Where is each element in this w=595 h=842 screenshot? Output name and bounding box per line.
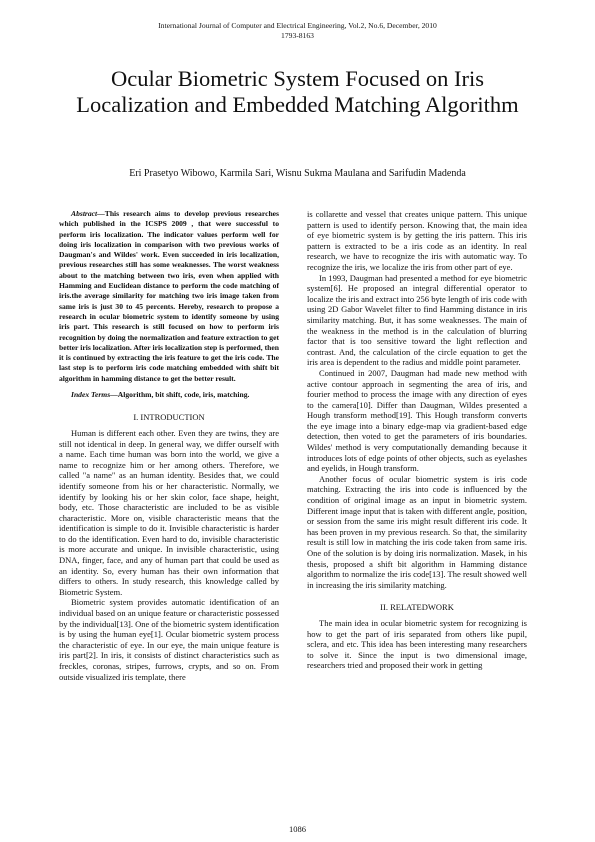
abstract-dash: — bbox=[97, 209, 105, 218]
section-first-letter: I bbox=[140, 412, 144, 423]
index-terms-text: Algorithm, bit shift, code, iris, matching. bbox=[117, 390, 250, 400]
left-column bbox=[59, 209, 279, 682]
body-paragraph: is collarette and vessel that creates unique pattern. This unique pattern is used to identify person. Knowing that, the main idea of eye biometric system is by getting the iris pattern. This iris pattern is extracted to be a iris code as an identity. In real research, we have to recognize the iris with automatic way. To recognize the iris, we localize the iris from other part of eye. bbox=[307, 209, 527, 272]
abstract-text: This research aims to develop previous researches which published in the ICSPS 2009 , that were successful to perform iris localization. The indicator values perform well for doing iris localization in comparison with two previous works of Daugman's and Wildes' work. Even succeeded in iris localization, previous researches still has some weaknesses. The worst weakness about to the matching between two iris, even when applied with Hamming and Euclidean distance to perform the code matching of iris.the average similarity for matching two iris image taken from same iris is just 30 to 45 percents. Hereby, research to propose a research in ocular biometric system to identify someone by using iris part. This research is still focused on how to perform iris recognition by doing the normalization and feature extraction to get better iris localization. After iris localization step is performed, then it is continued by extracting the iris feature to get the iris code. The last step is to perform iris code matching embedded with shift bit algorithm in hamming distance to get the better result. bbox=[59, 209, 279, 383]
journal-citation: International Journal of Computer and Electrical Engineering, Vol.2, No.6, December, 2010 bbox=[158, 21, 437, 30]
page-number: 1086 bbox=[289, 824, 306, 834]
section-heading-related-work bbox=[307, 602, 527, 613]
index-terms-dash: — bbox=[110, 390, 118, 400]
section-first-letter-2: W bbox=[427, 602, 436, 613]
author-list: Eri Prasetyo Wibowo, Karmila Sari, Wisnu Sukma Maulana and Sarifudin Madenda bbox=[129, 168, 466, 179]
body-paragraph: Another focus of ocular biometric system is iris code matching. Extracting the iris into code is influenced by the condition of original image as an input in biometric system. Different image input that is taken with different angle, position, or session from the same iris might result different iris code. It has been proven in my previous research. So that, the similarity result is still low in matching the iris code taken from same iris. One of the solution is by doing iris normalization. Masek, in his thesis, proposed a shift bit algorithm in Hamming distance algorithm to normalize the iris code[13]. The result showed well in increasing the iris similarity matching. bbox=[307, 473, 527, 590]
body-paragraph: Biometric system provides automatic identification of an individual based on an unique feature or characteristic possessed by the individual[13]. One of the biometric system identification is by using the human eye[1]. Ocular biometric system process the characteristic of eye. In our eye, the main unique feature is iris part[2]. In iris, it consists of distinct characteristics such as freckles, coronas, stripes, furrows, crypts, and so on. From outside visualized iris template, there bbox=[59, 597, 279, 682]
paper-title: Ocular Biometric System Focused on Iris Localization and Embedded Matching Algorithm bbox=[76, 66, 519, 117]
section-rest-2: ORK bbox=[435, 602, 454, 613]
section-first-letter: R bbox=[390, 602, 396, 613]
journal-issn: 1793-8163 bbox=[281, 31, 314, 40]
body-paragraph: Continued in 2007, Daugman had made new method with active contour approach in segmenting the area of iris, and fourier method to process the image with any direction of eyes to the camera[10]. Differ than Daugman, Wildes presented a Hough transform method[19]. This Hough transform converts the eye image into a binary edge-map via gradient-based edge detection, then voted to get the parameters of iris boundaries. Wildes' method is very computationally demanding because it introduces lots of edge points of other objects, such as eyelashes and eyelids, in Hough transform. bbox=[307, 367, 527, 474]
section-numeral: I. bbox=[133, 412, 139, 423]
body-paragraph: Human is different each other. Even they are twins, they are still not identical in deep. In general way, we differ ourself with a name. Each time human was born into the world, we give a name to recognize him or her among others. Therefore, we called "a name" as an human identity. Besides that, we could identify someone from his or her characteristic. Normally, we identify by looking his or her skin color, face shape, height, body, etc. Those characteristic are included to be as visible characteristic. More on, visible characteristic means that the identification is simple to do it. Invisible characteristic is harder to do the identification. Even hard to do, invisible characteristic is more accurate and unique. In invisible characteristic, using DNA, finger, face, and any of human part that could be used as an identity. So, every human has their own information that differs to others. In study research, this knowledge called by Biometric System. bbox=[59, 427, 279, 597]
abstract bbox=[59, 209, 279, 384]
index-terms-label: Index Terms bbox=[71, 390, 111, 400]
right-column bbox=[307, 209, 527, 671]
journal-header bbox=[0, 21, 595, 41]
section-heading-introduction bbox=[59, 412, 279, 423]
section-rest: NTRODUCTION bbox=[143, 412, 205, 423]
abstract-label: Abstract bbox=[71, 209, 98, 218]
body-paragraph: The main idea in ocular biometric system for recognizing is how to get the part of iris separated from others like pupil, sclera, and etc. This idea has been interesting many researchers to solve it. Since the input is two dimensional image, researchers tried and proposed their work in getting bbox=[307, 617, 527, 671]
index-terms bbox=[59, 390, 279, 400]
section-rest: ELATED bbox=[395, 602, 428, 613]
section-numeral: II. bbox=[380, 602, 388, 613]
body-paragraph: In 1993, Daugman had presented a method for eye biometric system[6]. He proposed an integral differential operator to localize the iris and extract into 256 byte length of iris code with using 2D Gabor Wavelet filter to find Hamming distance in iris similarity matching. But, it has some weaknesses. The main of the weakness in the method is in the calculation of blurring factor that is too sensitive toward the light reflection and contrast. And, the calculation of the circle equation to get the iris area is dependent to the radius and middle point parameter. bbox=[307, 272, 527, 368]
